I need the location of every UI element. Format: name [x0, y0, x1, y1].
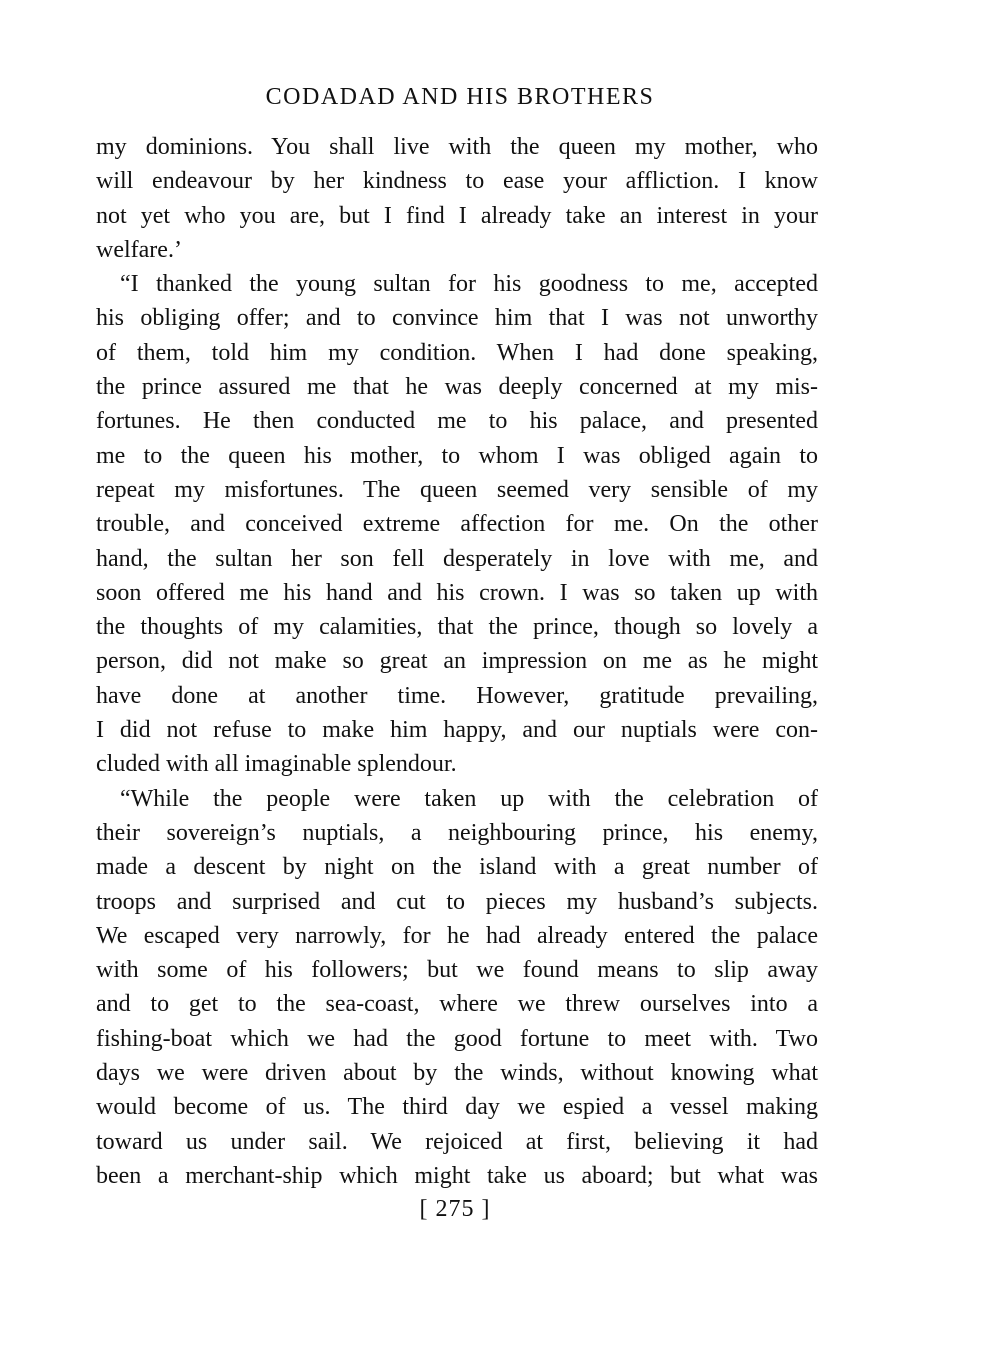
text-line: cluded with all imaginable splendour. [96, 751, 457, 778]
paragraph-1 [96, 130, 818, 267]
text-line: the thoughts of my calamities, that the prince, though so lovely a [96, 614, 818, 641]
page-number: [ 275 ] [419, 1196, 491, 1222]
text-line: trouble, and conceived extreme affection for me. On the other [96, 511, 818, 538]
text-line: “I thanked the young sultan for his goodness to me, accepted [120, 271, 818, 298]
text-line: hand, the sultan her son fell desperately in love with me, and [96, 545, 818, 572]
text-line: person, did not make so great an impression on me as he might [96, 648, 818, 675]
text-line: fortunes. He then conducted me to his palace, and presented [96, 408, 818, 435]
text-line: welfare.’ [96, 236, 182, 263]
text-line: days we were driven about by the winds, without knowing what [96, 1060, 818, 1087]
text-line: been a merchant-ship which might take us aboard; but what was [96, 1162, 818, 1189]
text-line: fishing-boat which we had the good fortune to meet with. Two [96, 1025, 818, 1052]
text-line: have done at another time. However, gratitude prevailing, [96, 682, 818, 709]
running-head: CODADAD AND HIS BROTHERS [265, 84, 655, 110]
text-line: made a descent by night on the island with a great number of [96, 854, 818, 881]
text-line: repeat my misfortunes. The queen seemed very sensible of my [96, 476, 818, 503]
text-line: “While the people were taken up with the celebration of [120, 785, 818, 812]
body-text [96, 130, 818, 1193]
text-line: I did not refuse to make him happy, and our nuptials were con- [96, 717, 818, 744]
text-line: soon offered me his hand and his crown. I was so taken up with [96, 579, 818, 606]
text-line: toward us under sail. We rejoiced at first, believing it had [96, 1128, 818, 1155]
text-line: my dominions. You shall live with the queen my mother, who [96, 134, 818, 160]
text-line: their sovereign’s nuptials, a neighbouring prince, his enemy, [96, 819, 818, 846]
text-line: his obliging offer; and to convince him that I was not unworthy [96, 305, 818, 332]
text-line: with some of his followers; but we found means to slip away [96, 957, 818, 984]
text-line: and to get to the sea-coast, where we threw ourselves into a [96, 991, 818, 1018]
text-line: not yet who you are, but I find I already take an interest in your [96, 202, 818, 229]
text-line: will endeavour by her kindness to ease your affliction. I know [96, 168, 818, 195]
text-line: would become of us. The third day we espied a vessel making [96, 1094, 818, 1121]
text-line: the prince assured me that he was deeply concerned at my mis- [96, 374, 818, 401]
paragraph-3 [96, 782, 818, 1194]
text-line: We escaped very narrowly, for he had already entered the palace [96, 922, 818, 949]
text-line: troops and surprised and cut to pieces my husband’s subjects. [96, 888, 818, 915]
text-line: of them, told him my condition. When I had done speaking, [96, 339, 818, 366]
text-line: me to the queen his mother, to whom I was obliged again to [96, 442, 818, 469]
paragraph-2 [96, 267, 818, 781]
